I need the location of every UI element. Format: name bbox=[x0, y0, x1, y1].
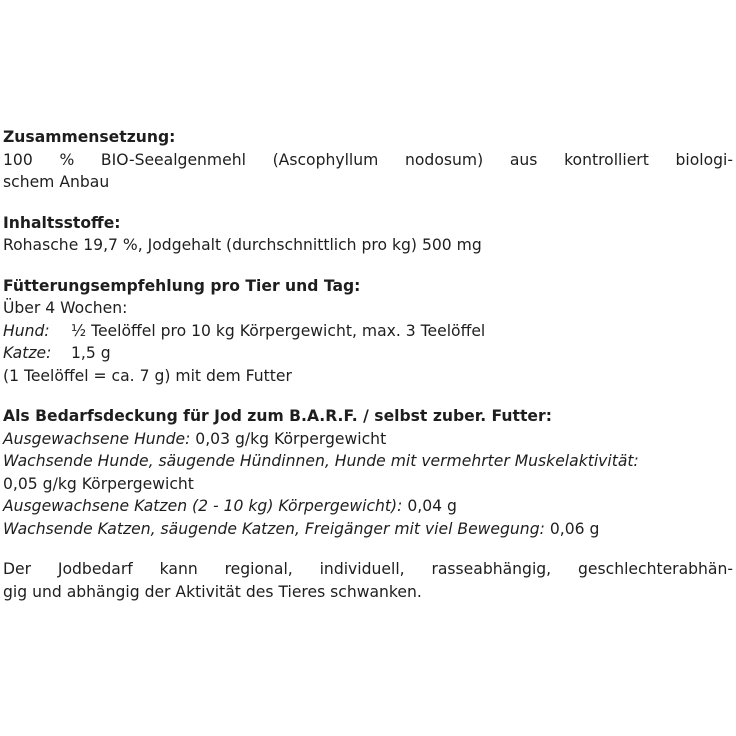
feeding-dog-row bbox=[3, 320, 733, 343]
feeding-section bbox=[3, 275, 733, 388]
feeding-cat-row bbox=[3, 342, 733, 365]
barf-growing-cats-label: Wachsende Katzen, säugende Katzen, Freigänger mit viel Bewegung: bbox=[3, 519, 545, 538]
composition-section bbox=[3, 126, 733, 194]
barf-adult-cats-label: Ausgewachsene Katzen (2 - 10 kg) Körpergewicht): bbox=[3, 497, 403, 515]
barf-growing-cats-value: 0,06 g bbox=[544, 519, 600, 538]
product-info-document bbox=[3, 126, 733, 621]
iodine-note-line-2: gig und abhängig der Aktivität des Tieres schwanken. bbox=[3, 582, 422, 601]
barf-adult-dogs-row bbox=[3, 428, 733, 451]
feeding-cat-value: 1,5 g bbox=[71, 344, 111, 362]
composition-text-line-1: 100 % BIO-Seealgenmehl (Ascophyllum nodosum) aus kontrolliert biologi- bbox=[3, 150, 733, 169]
composition-heading: Zusammensetzung: bbox=[3, 128, 176, 146]
feeding-dog-value: ½ Teelöffel pro 10 kg Körpergewicht, max. 3 Teelöffel bbox=[71, 321, 486, 340]
barf-heading: Als Bedarfsdeckung für Jod zum B.A.R.F. / selbst zuber. Futter: bbox=[3, 407, 552, 425]
barf-section bbox=[3, 405, 733, 540]
barf-adult-dogs-label: Ausgewachsene Hunde: bbox=[3, 429, 191, 448]
feeding-heading: Fütterungsempfehlung pro Tier und Tag: bbox=[3, 276, 361, 295]
barf-adult-cats-value: 0,04 g bbox=[402, 497, 457, 515]
ingredients-heading: Inhaltsstoffe: bbox=[3, 213, 121, 232]
feeding-note: (1 Teelöffel = ca. 7 g) mit dem Futter bbox=[3, 366, 292, 385]
ingredients-section bbox=[3, 212, 733, 257]
barf-growing-cats-row bbox=[3, 518, 733, 541]
iodine-note-line-1: Der Jodbedarf kann regional, individuell, rasseabhängig, geschlechterabhän- bbox=[3, 560, 733, 578]
feeding-intro: Über 4 Wochen: bbox=[3, 299, 128, 317]
barf-adult-cats-row bbox=[3, 495, 733, 518]
composition-text-line-2: schem Anbau bbox=[3, 173, 110, 191]
feeding-cat-label: Katze: bbox=[3, 344, 52, 362]
barf-growing-dogs-value: 0,05 g/kg Körpergewicht bbox=[3, 474, 194, 493]
feeding-dog-label: Hund: bbox=[3, 321, 50, 340]
iodine-note-section bbox=[3, 558, 733, 603]
barf-adult-dogs-value: 0,03 g/kg Körpergewicht bbox=[190, 429, 387, 448]
barf-growing-dogs-label: Wachsende Hunde, säugende Hündinnen, Hunde mit vermehrter Muskelaktivität: bbox=[3, 452, 639, 470]
ingredients-text: Rohasche 19,7 %, Jodgehalt (durchschnittlich pro kg) 500 mg bbox=[3, 236, 482, 254]
